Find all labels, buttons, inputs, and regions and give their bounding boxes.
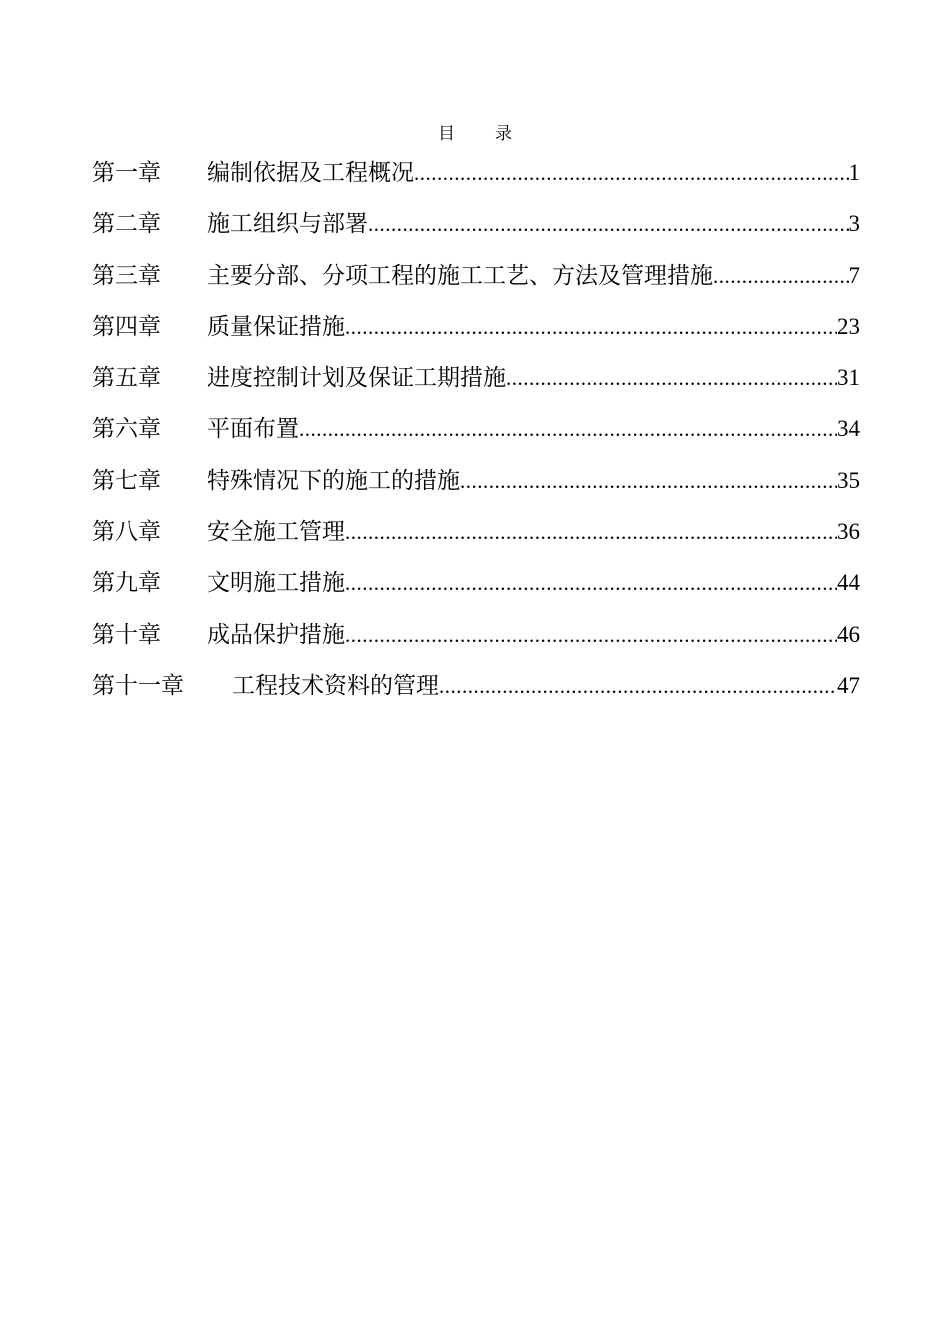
- dot-leader: [460, 462, 837, 500]
- dot-leader: [414, 154, 849, 192]
- toc-chapter-label: 第十章: [92, 621, 161, 648]
- toc-entry-9[interactable]: [92, 564, 860, 615]
- toc-chapter-label: 第七章: [92, 467, 161, 494]
- toc-chapter-title: 成品保护措施: [207, 621, 345, 648]
- dot-leader: [368, 205, 849, 243]
- toc-chapter-label: 第六章: [92, 416, 161, 443]
- toc-entry-4[interactable]: [92, 308, 860, 359]
- toc-chapter-label: 第五章: [92, 365, 161, 392]
- toc-chapter-label: 第九章: [92, 570, 161, 597]
- dot-leader: [713, 257, 849, 295]
- toc-page-number: 46: [837, 621, 860, 647]
- toc-entry-10[interactable]: [92, 616, 860, 667]
- toc-entry-3[interactable]: [92, 257, 860, 308]
- toc-chapter-label: 第十一章: [92, 672, 184, 699]
- toc-entry-11[interactable]: [92, 667, 860, 718]
- toc-page-number: 3: [848, 211, 860, 237]
- toc-chapter-title: 进度控制计划及保证工期措施: [207, 365, 506, 392]
- toc-chapter-label: 第八章: [92, 519, 161, 546]
- toc-page-number: 23: [837, 313, 860, 339]
- dot-leader: [345, 308, 837, 346]
- toc-title-char-1: 目: [438, 124, 455, 144]
- dot-leader: [439, 667, 837, 705]
- toc-page-number: 31: [837, 365, 860, 391]
- toc-entry-6[interactable]: [92, 410, 860, 461]
- toc-title-char-2: 录: [495, 124, 512, 144]
- dot-leader: [345, 513, 837, 551]
- toc-chapter-title: 安全施工管理: [207, 519, 345, 546]
- toc-entry-5[interactable]: [92, 359, 860, 410]
- toc-page-number: 7: [848, 262, 860, 288]
- toc-chapter-title: 平面布置: [207, 416, 299, 443]
- toc-entry-8[interactable]: [92, 513, 860, 564]
- toc-entry-2[interactable]: [92, 205, 860, 256]
- toc-page-number: 36: [837, 519, 860, 545]
- toc-chapter-title: 文明施工措施: [207, 570, 345, 597]
- toc-chapter-title: 主要分部、分项工程的施工工艺、方法及管理措施: [207, 262, 713, 289]
- toc-title: [0, 122, 950, 146]
- dot-leader: [345, 564, 837, 602]
- toc-chapter-label: 第四章: [92, 313, 161, 340]
- toc-entry-1[interactable]: [92, 154, 860, 205]
- toc-page-number: 35: [837, 467, 860, 493]
- toc-page-number: 44: [837, 570, 860, 596]
- toc-chapter-title: 工程技术资料的管理: [232, 672, 439, 699]
- dot-leader: [345, 616, 837, 654]
- toc-chapter-title: 质量保证措施: [207, 313, 345, 340]
- toc-chapter-title: 施工组织与部署: [207, 211, 368, 238]
- dot-leader: [506, 359, 837, 397]
- toc-page-number: 47: [837, 672, 860, 698]
- toc-chapter-label: 第二章: [92, 211, 161, 238]
- toc-chapter-title: 编制依据及工程概况: [207, 160, 414, 186]
- dot-leader: [299, 410, 837, 448]
- toc-page-number: 34: [837, 416, 860, 442]
- toc-page-number: 1: [848, 160, 860, 185]
- toc-chapter-label: 第三章: [92, 262, 161, 289]
- toc-chapter-label: 第一章: [92, 160, 161, 186]
- table-of-contents: [92, 154, 860, 718]
- toc-entry-7[interactable]: [92, 462, 860, 513]
- toc-chapter-title: 特殊情况下的施工的措施: [207, 467, 460, 494]
